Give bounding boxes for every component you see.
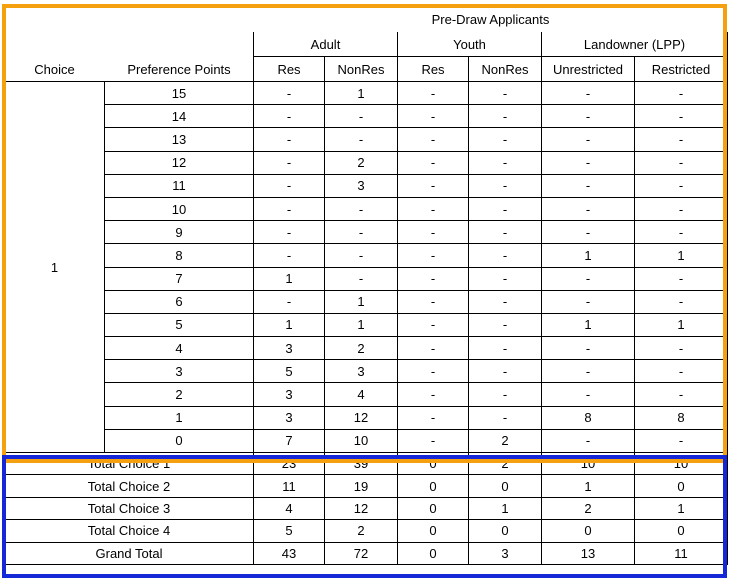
youth-nonres-cell: - — [469, 105, 542, 128]
table-row — [5, 174, 728, 197]
adult-res-cell: - — [254, 151, 325, 174]
table-row — [5, 313, 728, 336]
landowner-unrestricted-cell: - — [542, 128, 635, 151]
adult-nonres-cell: - — [325, 221, 398, 244]
landowner-unrestricted-cell: - — [542, 429, 635, 452]
landowner-unrestricted-cell: - — [542, 360, 635, 383]
adult-nonres-cell: 3 — [325, 174, 398, 197]
table-row — [5, 360, 728, 383]
youth-res-cell: - — [398, 383, 469, 406]
landowner-unrestricted-cell: - — [542, 105, 635, 128]
table-row — [5, 128, 728, 151]
sub-header-adult-nonres: NonRes — [325, 57, 398, 82]
landowner-unrestricted-cell: - — [542, 267, 635, 290]
preference-points-cell: 6 — [105, 290, 254, 313]
adult-nonres-cell: 10 — [325, 429, 398, 452]
adult-res-total-cell: 43 — [254, 542, 325, 564]
adult-res-cell: - — [254, 221, 325, 244]
youth-nonres-cell: - — [469, 313, 542, 336]
youth-res-total-cell: 0 — [398, 520, 469, 542]
sub-header-restricted: Restricted — [635, 57, 728, 82]
youth-res-cell: - — [398, 128, 469, 151]
landowner-restricted-cell: 1 — [635, 313, 728, 336]
youth-nonres-cell: - — [469, 174, 542, 197]
group-adult: Adult — [254, 32, 398, 57]
table-row — [5, 383, 728, 406]
youth-res-cell: - — [398, 221, 469, 244]
preference-points-cell: 2 — [105, 383, 254, 406]
adult-nonres-cell: 1 — [325, 82, 398, 105]
landowner-unrestricted-cell: - — [542, 197, 635, 220]
adult-nonres-cell: 2 — [325, 337, 398, 360]
total-row — [5, 542, 728, 564]
table-row — [5, 290, 728, 313]
table-row — [5, 406, 728, 429]
youth-nonres-cell: 2 — [469, 429, 542, 452]
adult-nonres-cell: - — [325, 105, 398, 128]
youth-res-cell: - — [398, 337, 469, 360]
preference-points-cell: 7 — [105, 267, 254, 290]
adult-nonres-cell: - — [325, 267, 398, 290]
youth-res-total-cell: 0 — [398, 453, 469, 475]
youth-nonres-total-cell: 1 — [469, 497, 542, 519]
adult-nonres-total-cell: 72 — [325, 542, 398, 564]
youth-res-cell: - — [398, 82, 469, 105]
youth-nonres-cell: - — [469, 197, 542, 220]
table-row — [5, 267, 728, 290]
youth-res-total-cell: 0 — [398, 475, 469, 497]
youth-nonres-cell: - — [469, 244, 542, 267]
table-row — [5, 105, 728, 128]
points-header: Preference Points — [105, 57, 254, 82]
adult-nonres-cell: - — [325, 244, 398, 267]
adult-res-cell: - — [254, 174, 325, 197]
youth-nonres-total-cell: 3 — [469, 542, 542, 564]
youth-nonres-cell: - — [469, 267, 542, 290]
youth-res-cell: - — [398, 267, 469, 290]
table-row — [5, 244, 728, 267]
preference-points-cell: 15 — [105, 82, 254, 105]
landowner-restricted-cell: 1 — [635, 244, 728, 267]
preference-points-cell: 13 — [105, 128, 254, 151]
youth-res-total-cell: 0 — [398, 497, 469, 519]
youth-nonres-cell: - — [469, 128, 542, 151]
sub-header-unrestricted: Unrestricted — [542, 57, 635, 82]
adult-res-cell: 7 — [254, 429, 325, 452]
adult-res-cell: 5 — [254, 360, 325, 383]
preference-points-cell: 8 — [105, 244, 254, 267]
youth-res-cell: - — [398, 406, 469, 429]
landowner-unrestricted-total-cell: 2 — [542, 497, 635, 519]
adult-res-cell: 3 — [254, 383, 325, 406]
landowner-unrestricted-total-cell: 1 — [542, 475, 635, 497]
landowner-unrestricted-cell: - — [542, 383, 635, 406]
adult-nonres-cell: 2 — [325, 151, 398, 174]
adult-res-total-cell: 4 — [254, 497, 325, 519]
landowner-unrestricted-cell: - — [542, 151, 635, 174]
preference-points-cell: 0 — [105, 429, 254, 452]
table-row — [5, 82, 728, 105]
youth-res-cell: - — [398, 174, 469, 197]
youth-nonres-total-cell: 0 — [469, 520, 542, 542]
adult-nonres-total-cell: 19 — [325, 475, 398, 497]
preference-points-cell: 5 — [105, 313, 254, 336]
adult-res-cell: - — [254, 290, 325, 313]
adult-nonres-total-cell: 39 — [325, 453, 398, 475]
adult-nonres-total-cell: 12 — [325, 497, 398, 519]
youth-res-total-cell: 0 — [398, 542, 469, 564]
total-row — [5, 520, 728, 542]
adult-nonres-cell: 4 — [325, 383, 398, 406]
landowner-unrestricted-total-cell: 0 — [542, 520, 635, 542]
adult-res-cell: 3 — [254, 406, 325, 429]
total-label: Total Choice 4 — [5, 520, 254, 542]
landowner-restricted-cell: - — [635, 128, 728, 151]
landowner-restricted-cell: - — [635, 429, 728, 452]
adult-nonres-cell: 3 — [325, 360, 398, 383]
preference-points-cell: 1 — [105, 406, 254, 429]
landowner-unrestricted-cell: - — [542, 174, 635, 197]
landowner-unrestricted-cell: - — [542, 82, 635, 105]
preference-points-cell: 14 — [105, 105, 254, 128]
group-title: Pre-Draw Applicants — [431, 11, 550, 27]
landowner-restricted-cell: - — [635, 290, 728, 313]
landowner-restricted-cell: - — [635, 151, 728, 174]
adult-res-cell: 1 — [254, 267, 325, 290]
group-youth: Youth — [398, 32, 542, 57]
landowner-unrestricted-cell: 1 — [542, 313, 635, 336]
adult-nonres-cell: - — [325, 197, 398, 220]
landowner-restricted-total-cell: 0 — [635, 520, 728, 542]
preference-points-cell: 11 — [105, 174, 254, 197]
adult-nonres-cell: 12 — [325, 406, 398, 429]
landowner-restricted-cell: - — [635, 82, 728, 105]
landowner-unrestricted-cell: - — [542, 290, 635, 313]
table-row — [5, 221, 728, 244]
youth-res-cell: - — [398, 244, 469, 267]
youth-nonres-cell: - — [469, 406, 542, 429]
youth-nonres-cell: - — [469, 221, 542, 244]
choice-header: Choice — [5, 57, 105, 82]
preference-points-cell: 9 — [105, 221, 254, 244]
adult-res-cell: - — [254, 244, 325, 267]
preference-points-cell: 12 — [105, 151, 254, 174]
youth-nonres-cell: - — [469, 82, 542, 105]
applicants-table — [4, 6, 728, 565]
landowner-restricted-cell: - — [635, 337, 728, 360]
landowner-restricted-total-cell: 10 — [635, 453, 728, 475]
landowner-restricted-total-cell: 0 — [635, 475, 728, 497]
landowner-restricted-cell: 8 — [635, 406, 728, 429]
adult-res-cell: - — [254, 105, 325, 128]
landowner-unrestricted-cell: 8 — [542, 406, 635, 429]
total-label: Grand Total — [5, 542, 254, 564]
landowner-restricted-cell: - — [635, 197, 728, 220]
choice-value: 1 — [5, 82, 105, 453]
adult-res-total-cell: 11 — [254, 475, 325, 497]
total-row — [5, 475, 728, 497]
landowner-restricted-cell: - — [635, 360, 728, 383]
youth-nonres-cell: - — [469, 337, 542, 360]
landowner-unrestricted-cell: - — [542, 221, 635, 244]
landowner-restricted-cell: - — [635, 221, 728, 244]
total-row — [5, 453, 728, 475]
youth-res-cell: - — [398, 197, 469, 220]
sub-header-adult-res: Res — [254, 57, 325, 82]
youth-nonres-cell: - — [469, 383, 542, 406]
table-row — [5, 151, 728, 174]
youth-res-cell: - — [398, 429, 469, 452]
adult-res-total-cell: 5 — [254, 520, 325, 542]
youth-nonres-cell: - — [469, 360, 542, 383]
youth-nonres-total-cell: 2 — [469, 453, 542, 475]
adult-res-cell: - — [254, 82, 325, 105]
table-row — [5, 429, 728, 452]
table-row — [5, 337, 728, 360]
adult-res-cell: - — [254, 197, 325, 220]
adult-res-cell: 1 — [254, 313, 325, 336]
landowner-restricted-cell: - — [635, 105, 728, 128]
total-label: Total Choice 2 — [5, 475, 254, 497]
group-landowner: Landowner (LPP) — [542, 32, 728, 57]
sub-header-youth-res: Res — [398, 57, 469, 82]
total-label: Total Choice 3 — [5, 497, 254, 519]
youth-nonres-cell: - — [469, 151, 542, 174]
table-row — [5, 197, 728, 220]
preference-points-cell: 3 — [105, 360, 254, 383]
youth-res-cell: - — [398, 290, 469, 313]
adult-nonres-cell: - — [325, 128, 398, 151]
adult-nonres-total-cell: 2 — [325, 520, 398, 542]
adult-res-cell: - — [254, 128, 325, 151]
landowner-unrestricted-cell: - — [542, 337, 635, 360]
youth-nonres-total-cell: 0 — [469, 475, 542, 497]
landowner-restricted-cell: - — [635, 267, 728, 290]
landowner-restricted-cell: - — [635, 174, 728, 197]
total-row — [5, 497, 728, 519]
landowner-unrestricted-cell: 1 — [542, 244, 635, 267]
adult-nonres-cell: 1 — [325, 313, 398, 336]
preference-points-cell: 4 — [105, 337, 254, 360]
adult-nonres-cell: 1 — [325, 290, 398, 313]
adult-res-total-cell: 23 — [254, 453, 325, 475]
youth-res-cell: - — [398, 151, 469, 174]
youth-res-cell: - — [398, 105, 469, 128]
landowner-unrestricted-total-cell: 10 — [542, 453, 635, 475]
adult-res-cell: 3 — [254, 337, 325, 360]
total-label: Total Choice 1 — [5, 453, 254, 475]
sub-header-youth-nonres: NonRes — [469, 57, 542, 82]
landowner-restricted-cell: - — [635, 383, 728, 406]
preference-points-cell: 10 — [105, 197, 254, 220]
youth-nonres-cell: - — [469, 290, 542, 313]
youth-res-cell: - — [398, 313, 469, 336]
landowner-restricted-total-cell: 1 — [635, 497, 728, 519]
landowner-unrestricted-total-cell: 13 — [542, 542, 635, 564]
youth-res-cell: - — [398, 360, 469, 383]
landowner-restricted-total-cell: 11 — [635, 542, 728, 564]
